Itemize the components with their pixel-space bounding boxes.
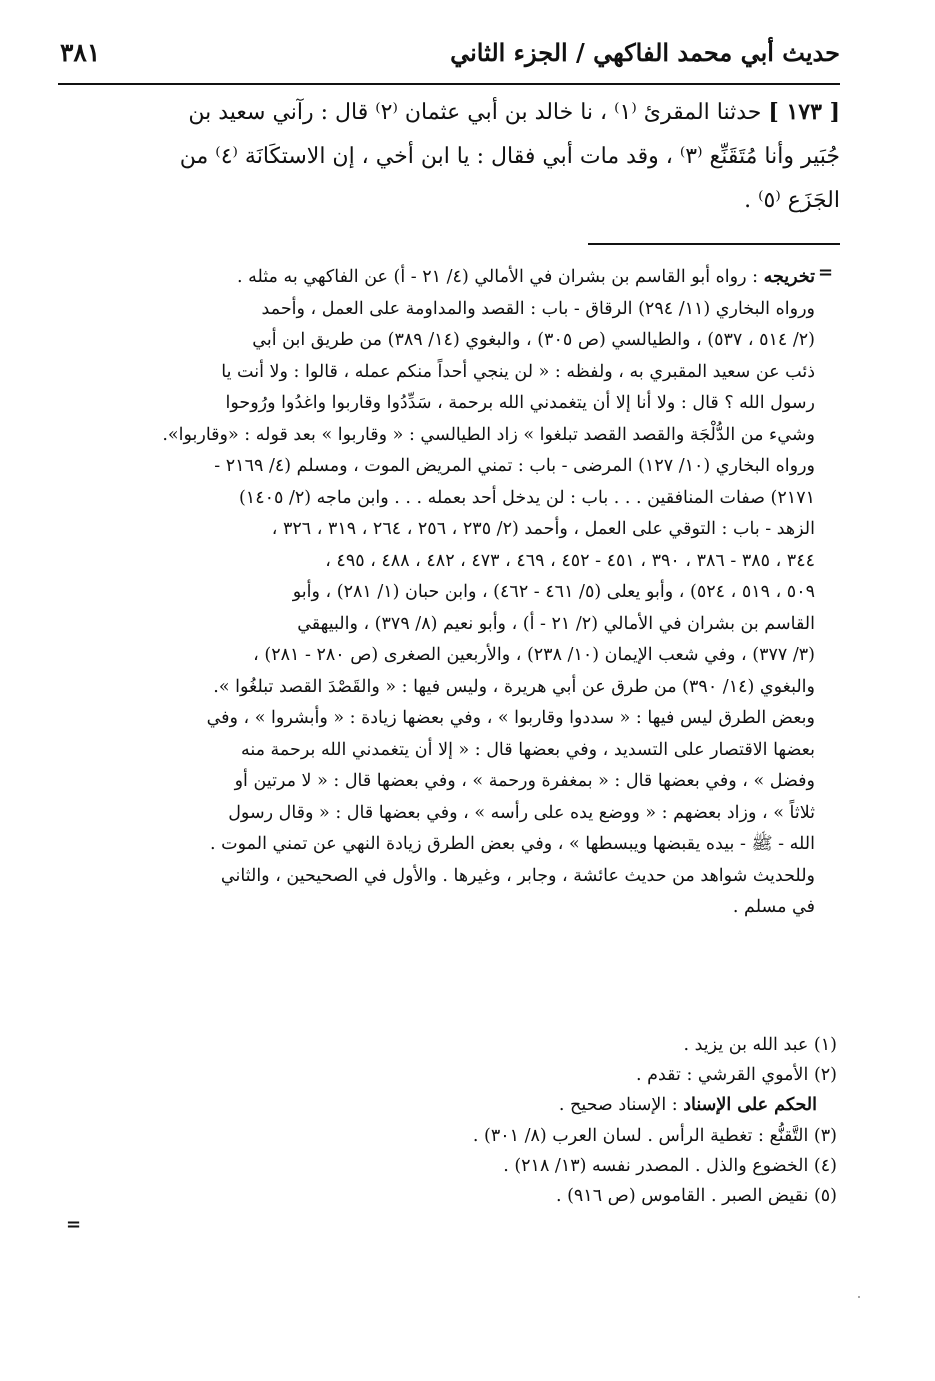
header-rule [58,83,840,85]
footnote-4: (٤) الخضوع والذل . المصدر نفسه (١٣/ ٢١٨) . [503,1155,837,1176]
takhrij-line: بعضها الاقتصار على التسديد ، وفي بعضها قال : « إلا أن يتغمدني الله برحمة منه [240,739,815,760]
footnote-3: (٣) التَّقنُّع : تغطية الرأس . لسان العرب (٨/ ٣٠١) . [472,1125,837,1146]
running-title: حديث أبي محمد الفاكهي / الجزء الثاني [450,38,840,67]
footnotes-list [97,1030,837,1211]
takhrij-line: الله - ﷺ - بيده يقبضها ويبسطها » ، وفي بعض الطرق زيادة النهي عن تمني الموت . [210,834,815,854]
takhrij-line: وشيء من الدُّلْجَة والقصد القصد تبلغوا » زاد الطيالسي : « وقاربوا » بعد قوله : «وقاربوا». [162,424,815,445]
takhrij-line: (٣/ ٣٧٧) ، وفي شعب الإيمان (١٠/ ٢٣٨) ، والأربعين الصغرى (ص ٢٨٠ - ٢٨١) ، [253,645,815,665]
footnote-2: (٢) الأموي القرشي : تقدم . [636,1065,837,1086]
takhrij-line: الزهد - باب : التوقي على العمل ، وأحمد (٢/ ٢٣٥ ، ٢٥٦ ، ٢٦٤ ، ٣١٩ ، ٣٢٦ ، [271,519,815,539]
hadith-line: الجَزَع ⁽٥⁾ . [744,188,840,213]
footnote-5: (٥) نقيض الصبر . القاموس (ص ٩١٦) . [555,1186,837,1207]
scan-speck [858,1296,860,1298]
takhrij-line: القاسم بن بشران في الأمالي (٢/ ٢١ - أ) ، وأبو نعيم (٨/ ٣٧٩) ، والبيهقي [297,613,815,634]
footnote-separator [588,243,840,245]
running-header [60,34,840,80]
takhrij-line: تخريجه : رواه أبو القاسم بن بشران في الأمالي (٤/ ٢١ - أ) عن الفاكهي به مثله . [236,267,815,287]
isnad-ruling-label: الحكم على الإسناد [683,1095,817,1116]
takhrij-label: تخريجه [763,267,815,287]
takhrij-line: ثلاثاً » ، وزاد بعضهم : « ووضع يده على رأسه » ، وفي بعضها قال : « وقال رسول [228,802,815,823]
takhrij-line: وفضل » ، وفي بعضها قال : « بمغفرة ورحمة » ، وفي بعضها قال : « لا مرتين أو [234,771,815,791]
takhrij-line: ورواه البخاري (١٠/ ١٢٧) المرضى - باب : تمني المريض الموت ، ومسلم (٤/ ٢١٦٩ - [214,456,815,476]
takhrij-line: ورواه البخاري (١١/ ٢٩٤) الرقاق - باب : القصد والمداومة على العمل ، وأحمد [261,298,815,319]
continuation-marker-bottom: = [66,1214,82,1235]
hadith-line: [ ١٧٣ ] حدثنا المقرئ ⁽١⁾ ، نا خالد بن أبي عثمان ⁽٢⁾ قال : رآني سعيد بن [188,99,840,125]
hadith-line: جُبَير وأنا مُتَقَنِّع ⁽٣⁾ ، وقد مات أبي فقال : يا ابن أخي ، إن الاستكَانَة ⁽٤⁾ من [179,144,840,169]
takhrij-line: ٢١٧١) صفات المنافقين . . . باب : لن يدخل أحد بعمله . . . وابن ماجه (٢/ ١٤٠٥) [238,487,815,508]
takhrij-line: ٣٤٤ ، ٣٨٥ - ٣٨٦ ، ٣٩٠ ، ٤٥١ - ٤٥٢ ، ٤٦٩ ، ٤٧٣ ، ٤٨٢ ، ٤٨٨ ، ٤٩٥ ، [325,550,815,571]
page-number: ٣٨١ [60,38,101,67]
takhrij-line: في مسلم . [732,897,815,917]
isnad-ruling [97,1090,837,1120]
continuation-marker: = [818,262,834,283]
hadith-number: [ ١٧٣ ] [768,99,840,125]
takhrij-line: وللحديث شواهد من حديث عائشة ، وجابر ، وغيرها . والأول في الصحيحين ، والثاني [220,865,815,886]
takhrij-section [75,262,815,924]
takhrij-line: (٢/ ٥١٤ ، ٥٣٧) ، والطيالسي (ص ٣٠٥) ، والبغوي (١٤/ ٣٨٩) من طريق ابن أبي [252,330,815,350]
takhrij-line: رسول الله ؟ قال : ولا أنا إلا أن يتغمدني الله برحمة ، سَدِّدُوا وقاربوا واغدُوا ورُوحوا [225,393,815,413]
takhrij-line: ٥٠٩ ، ٥١٩ ، ٥٢٤) ، وأبو يعلى (٥/ ٤٦١ - ٤٦٢) ، وابن حبان (١/ ٢٨١) ، وأبو [292,582,815,602]
takhrij-line: ذئب عن سعيد المقبري به ، ولفظه : « لن ينجي أحداً منكم عمله ، قالوا : ولا أنت يا [221,361,815,382]
hadith-text [62,90,840,223]
takhrij-line: والبغوي (١٤/ ٣٩٠) من طرق عن أبي هريرة ، وليس فيها : « والقَصْدَ القصد تبلغُوا ». [213,676,815,697]
takhrij-line: وبعض الطرق ليس فيها : « سددوا وقاربوا » ، وفي بعضها زيادة : « وأبشروا » ، وفي [206,708,815,728]
footnote-1: (١) عبد الله بن يزيد . [683,1035,837,1055]
isnad-ruling-value: : الإسناد صحيح . [558,1095,684,1116]
